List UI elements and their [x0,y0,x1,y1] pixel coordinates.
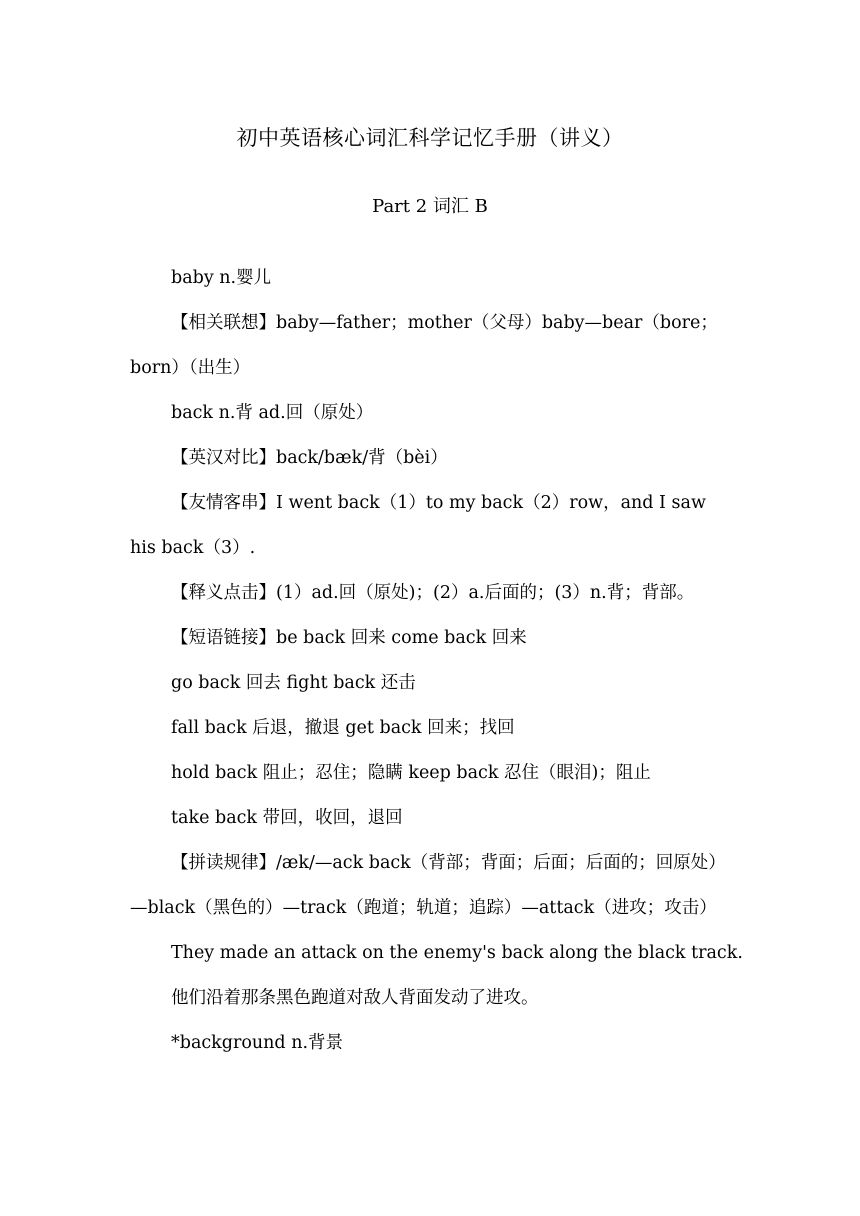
paragraph-definitions: 【释义点击】(1）ad.回（原处)；(2）a.后面的；(3）n.背；背部。 [171,583,695,603]
paragraph-phrases: 【短语链接】be back 回来 come back 回来 [171,628,527,648]
phrase-line: take back 带回，收回，退回 [171,808,403,828]
section-heading: Part 2 词汇 B [372,196,488,217]
phrase-line: fall back 后退，撤退 get back 回来；找回 [171,718,515,738]
paragraph-association: 【相关联想】baby—father；mother（父母）baby—bear（bore；born）（出生） [130,313,718,378]
entry-word: baby n.婴儿 [171,268,272,288]
paragraph-comparison: 【英汉对比】back/bæk/背（bèi） [171,448,448,468]
paragraph-spelling-rule: 【拼读规律】/æk/—ack back（背部；背面；后面；后面的；回原处）—black（黑色的）—track（跑道；轨道；追踪）—attack（进攻；攻击） [130,853,726,918]
phrase-line: hold back 阻止；忍住；隐瞒 keep back 忍住（眼泪)；阻止 [171,763,651,783]
paragraph-example: 【友情客串】I went back（1）to my back（2）row，and I saw his back（3）. [130,493,706,558]
document-body [130,256,743,1066]
example-sentence: They made an attack on the enemy's back along the black track. [171,943,743,963]
phrase-line: go back 回去 fight back 还击 [171,673,416,693]
example-translation: 他们沿着那条黑色跑道对敌人背面发动了进攻。 [171,988,539,1008]
page-title: 初中英语核心词汇科学记忆手册（讲义） [236,126,624,150]
entry-word: back n.背 ad.回（原处） [171,403,374,423]
entry-word: *background n.背景 [171,1033,344,1053]
